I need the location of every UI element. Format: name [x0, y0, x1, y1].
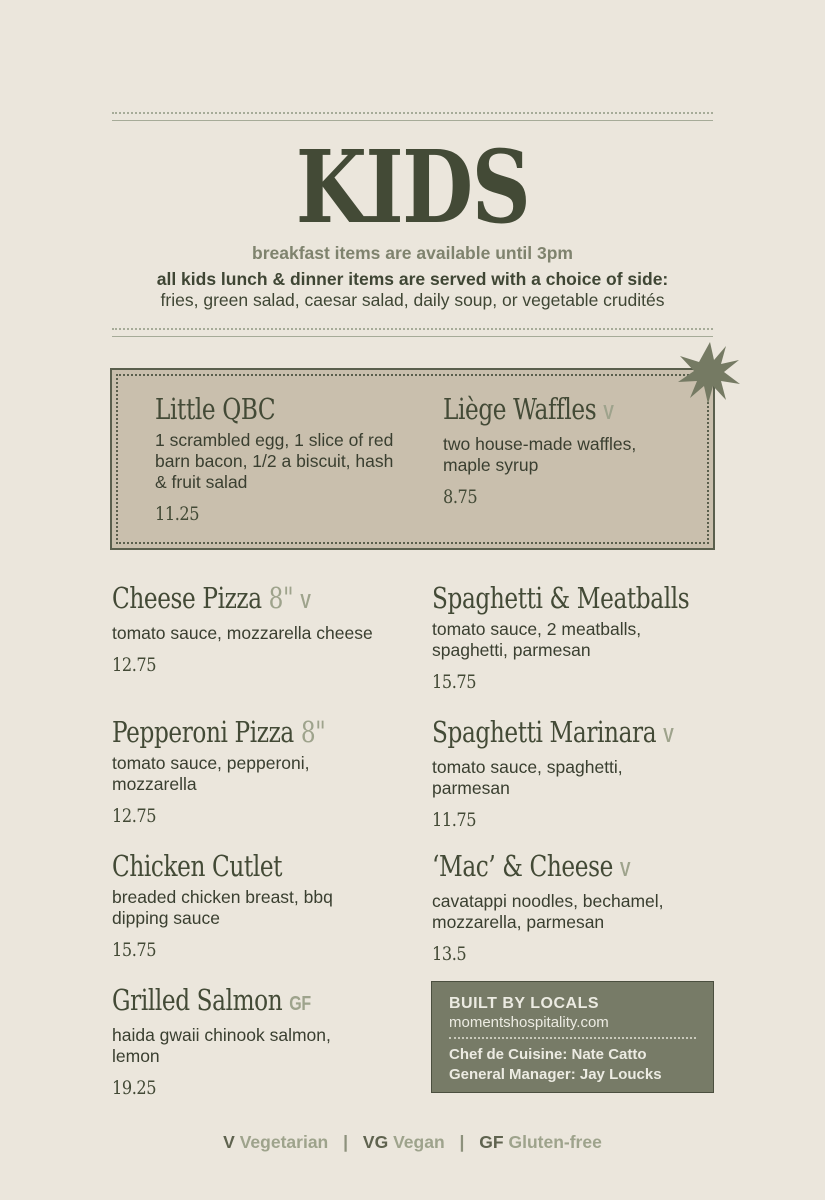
legend-vg-label: Vegan — [393, 1132, 445, 1152]
item-description: breaded chicken breast, bbq dipping sauce — [112, 887, 333, 928]
item-size: 8" — [300, 715, 326, 749]
item-price: 8.75 — [443, 486, 478, 508]
legend-separator: | — [459, 1132, 465, 1152]
website-link[interactable]: momentshospitality.com — [449, 1014, 609, 1031]
item-size: 8" — [268, 581, 294, 615]
item-price: 15.75 — [112, 939, 157, 961]
item-price: 11.75 — [432, 809, 477, 831]
menu-item-mac-cheese — [432, 849, 702, 965]
vegetarian-tag: V — [300, 591, 311, 613]
legend-v-key: V — [223, 1132, 235, 1152]
legend-separator: | — [343, 1132, 349, 1152]
item-price: 15.75 — [432, 671, 477, 693]
item-description: haida gwaii chinook salmon, lemon — [112, 1025, 331, 1066]
item-name: Chicken Cutlet — [112, 849, 283, 883]
item-name: Grilled Salmon — [112, 983, 283, 1017]
sides-note: all kids lunch & dinner items are served with a choice of side: — [156, 269, 669, 289]
item-name: Cheese Pizza — [112, 581, 262, 615]
item-name: Spaghetti Marinara — [432, 715, 657, 749]
menu-item-chicken-cutlet — [112, 849, 382, 961]
item-price: 12.75 — [112, 654, 157, 676]
gluten-free-tag: GF — [289, 993, 311, 1015]
star-burst-icon — [676, 340, 742, 406]
item-description: cavatappi noodles, bechamel, mozzarella, parmesan — [432, 891, 664, 932]
legend-vg-key: VG — [362, 1132, 389, 1152]
vegetarian-tag: V — [619, 859, 631, 881]
item-name: Spaghetti & Meatballs — [432, 581, 690, 615]
menu-item-grilled-salmon — [112, 983, 382, 1099]
item-price: 11.25 — [155, 503, 200, 525]
dietary-legend — [0, 1132, 825, 1153]
item-description: tomato sauce, pepperoni, mozzarella — [112, 753, 310, 794]
menu-item-pepperoni-pizza — [112, 715, 382, 827]
top-divider — [112, 112, 713, 121]
item-description: tomato sauce, 2 meatballs, spaghetti, parmesan — [432, 619, 642, 660]
menu-item-cheese-pizza — [112, 581, 382, 676]
legend-v-label: Vegetarian — [239, 1132, 329, 1152]
manager-credit: General Manager: Jay Loucks — [449, 1066, 662, 1083]
menu-item-liege-waffles — [443, 392, 683, 508]
menu-item-spaghetti-marinara — [432, 715, 702, 831]
breakfast-note: breakfast items are available until 3pm — [252, 243, 573, 263]
legend-gf-label: Gluten-free — [508, 1132, 602, 1152]
credits-heading: BUILT BY LOCALS — [449, 995, 600, 1012]
sides-list: fries, green salad, caesar salad, daily soup, or vegetable crudités — [160, 290, 665, 310]
menu-item-spaghetti-meatballs — [432, 581, 702, 693]
header-divider — [112, 328, 713, 337]
item-description: tomato sauce, spaghetti, parmesan — [432, 757, 623, 798]
item-price: 13.5 — [432, 943, 467, 965]
item-price: 19.25 — [112, 1077, 157, 1099]
chef-credit: Chef de Cuisine: Nate Catto — [449, 1046, 647, 1063]
vegetarian-tag: V — [603, 402, 614, 424]
legend-gf-key: GF — [479, 1132, 504, 1152]
credits-divider — [449, 1037, 696, 1039]
item-price: 12.75 — [112, 805, 157, 827]
item-description: 1 scrambled egg, 1 slice of red barn bacon, 1/2 a biscuit, hash & fruit salad — [155, 430, 394, 492]
item-name: Pepperoni Pizza — [112, 715, 294, 749]
item-name: Little QBC — [155, 392, 276, 426]
item-description: tomato sauce, mozzarella cheese — [112, 623, 373, 643]
credits-box — [431, 981, 714, 1093]
item-name: ‘Mac’ & Cheese — [432, 849, 613, 883]
vegetarian-tag: V — [663, 725, 674, 747]
item-name: Liège Waffles — [443, 392, 597, 426]
item-description: two house-made waffles, maple syrup — [443, 434, 637, 475]
menu-item-little-qbc — [155, 392, 395, 525]
page-title: KIDS — [295, 128, 530, 246]
